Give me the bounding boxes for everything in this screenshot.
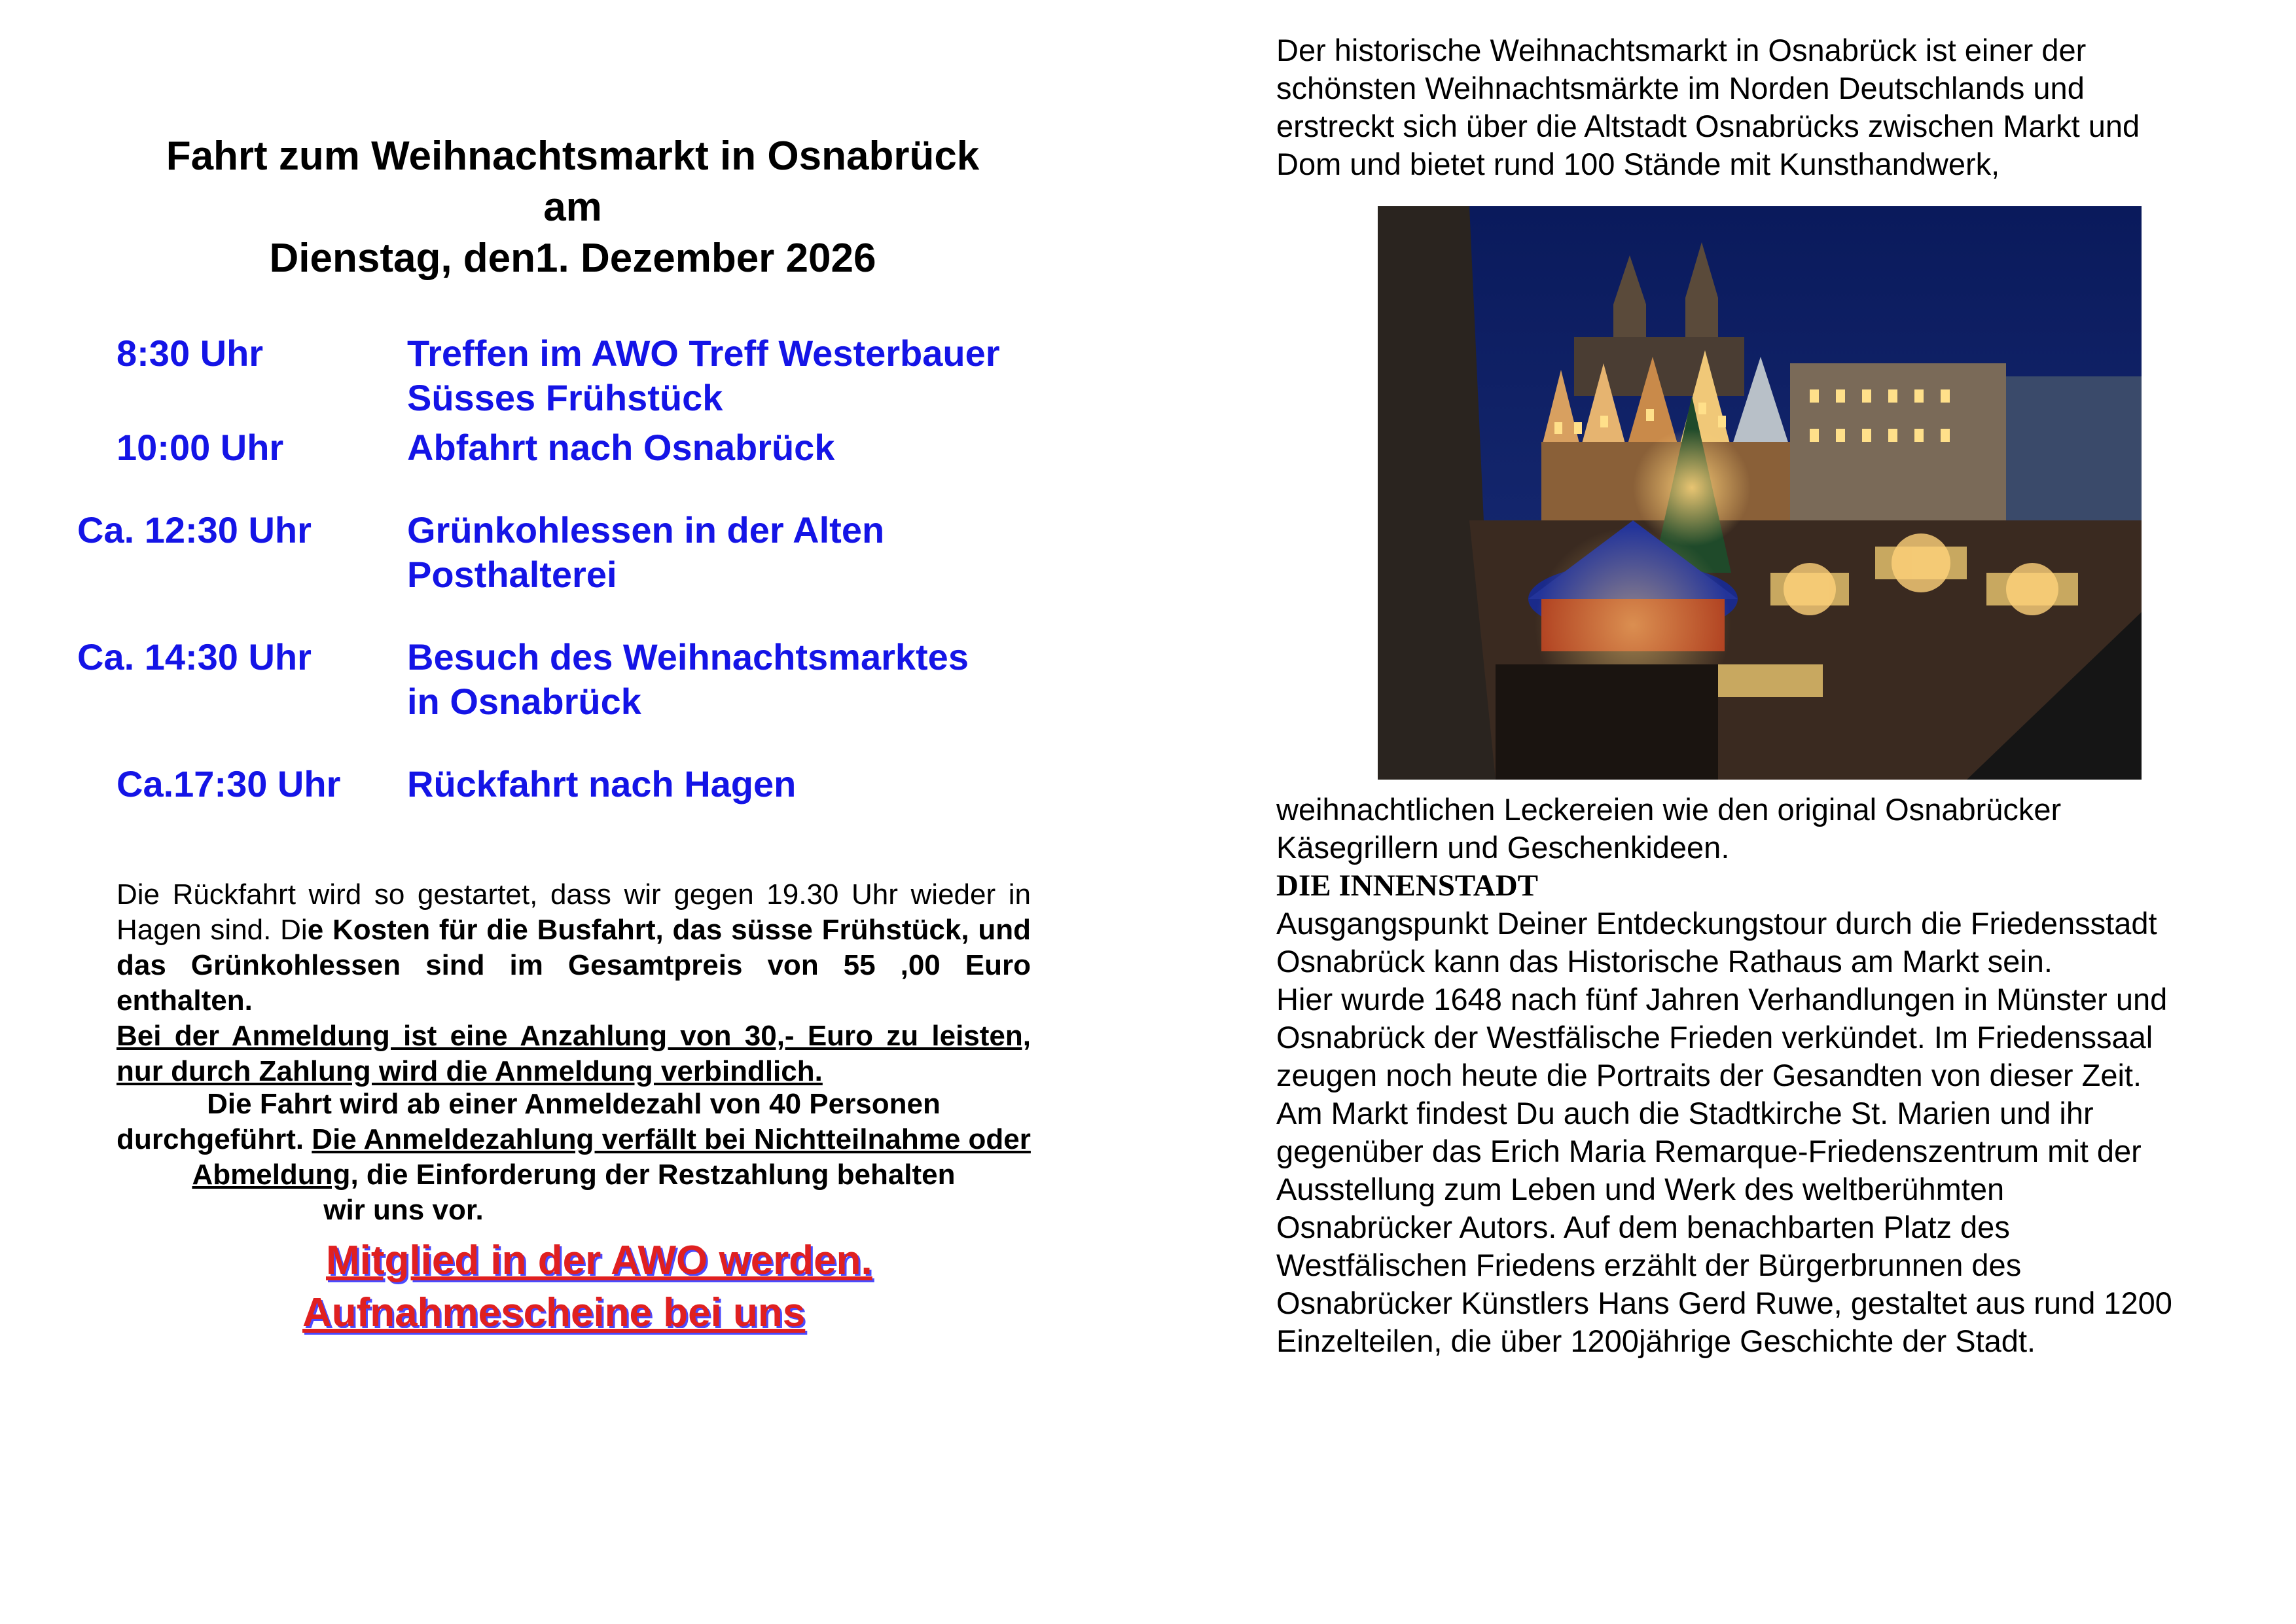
schedule-activity: Grünkohlessen in der Alten [407,509,885,550]
info-costs: e Kosten für die Busfahrt, das süsse Frühstück, und das Grünkohlessen sind im Gesamtpreis von 55 ,00 Euro enthalten. [117,914,1031,1017]
schedule-activity: Posthalterei [407,554,617,595]
schedule-time: 8:30 Uhr [117,333,264,374]
schedule-time: 10:00 Uhr [117,427,284,468]
info-balance: , die Einforderung der Restzahlung behalten [350,1159,956,1191]
info-paragraph [117,877,1031,1089]
schedule-activity: Abfahrt nach Osnabrück [407,427,835,468]
schedule-activity: Rückfahrt nach Hagen [407,763,797,804]
info-deposit: Bei der Anmeldung ist eine Anzahlung von 30,- Euro zu leisten, nur durch Zahlung wird die Anmeldung verbindlich. [117,1020,1031,1087]
christmas-market-photo [1378,206,2142,780]
schedule-time: Ca.17:30 Uhr [117,763,341,804]
event-title [65,131,1080,284]
article-text [1276,791,2179,1360]
schedule-activity: Besuch des Weihnachtsmarktes [407,636,969,677]
promo-line-2: Aufnahmescheine bei uns [302,1290,806,1335]
schedule-time: Ca. 14:30 Uhr [77,636,312,677]
title-line-3: Dienstag, den1. Dezember 2026 [269,236,876,281]
paragraph-history: Hier wurde 1648 nach fünf Jahren Verhandlungen in Münster und Osnabrück der Westfälische Frieden verkündet. Im Friedenssaal zeugen noch heute die Portraits der Gesandten von dieser Zeit. Am Markt findest Du auch die Stadtkirche St. Marien und ihr gegenüber das Erich Maria Remarque-Friedenszentrum mit der Ausstellung zum Leben und Werk des weltberühmten Osnabrücker Autors. Auf dem benachbarten Platz des Westfälischen Friedens erzählt der Bürgerbrunnen des Osnabrücker Künstlers Hans Gerd Ruwe, gestaltet aus rund 1200 Einzelteilen, die über 1200jährige Geschichte der Stadt. [1276,982,2172,1358]
title-line-2: am [543,185,602,230]
schedule-time: Ca. 12:30 Uhr [77,509,312,550]
info-min-participants: Die Fahrt wird ab einer Anmeldezahl von 40 Personen durchgeführt. [117,1088,941,1155]
section-heading: DIE INNENSTADT [1276,869,1539,903]
paragraph-rathaus: Ausgangspunkt Deiner Entdeckungstour durch die Friedensstadt Osnabrück kann das Historische Rathaus am Markt sein. [1276,906,2157,979]
after-photo-text: weihnachtlichen Leckereien wie den original Osnabrücker Käsegrillern und Geschenkideen. [1276,792,2062,865]
promo-line-1: Mitglied in der AWO werden. [326,1238,872,1283]
info-return: Die Rückfahrt wird so gestartet, dass wir gegen 19.30 Uhr wieder in Hagen sind. Di [117,878,1031,946]
info-conditions [117,1087,1031,1228]
info-reserved: wir uns vor. [323,1194,484,1226]
intro-text [1276,31,2179,183]
schedule-activity: in Osnabrück [407,681,641,722]
intro-paragraph: Der historische Weihnachtsmarkt in Osnabrück ist einer der schönsten Weihnachtsmärkte im Norden Deutschlands und erstreckt sich über die Altstadt Osnabrücks zwischen Markt und Dom und bietet rund 100 Stände mit Kunsthandwerk, [1276,33,2140,181]
schedule-activity: Süsses Frühstück [407,377,723,418]
info-forfeit: Die Anmeldezahlung verfällt bei Nichtteilnahme oder Abmeldung [192,1123,1031,1191]
schedule-activity: Treffen im AWO Treff Westerbauer [407,333,1000,374]
title-line-1: Fahrt zum Weihnachtsmarkt in Osnabrück [166,134,980,179]
